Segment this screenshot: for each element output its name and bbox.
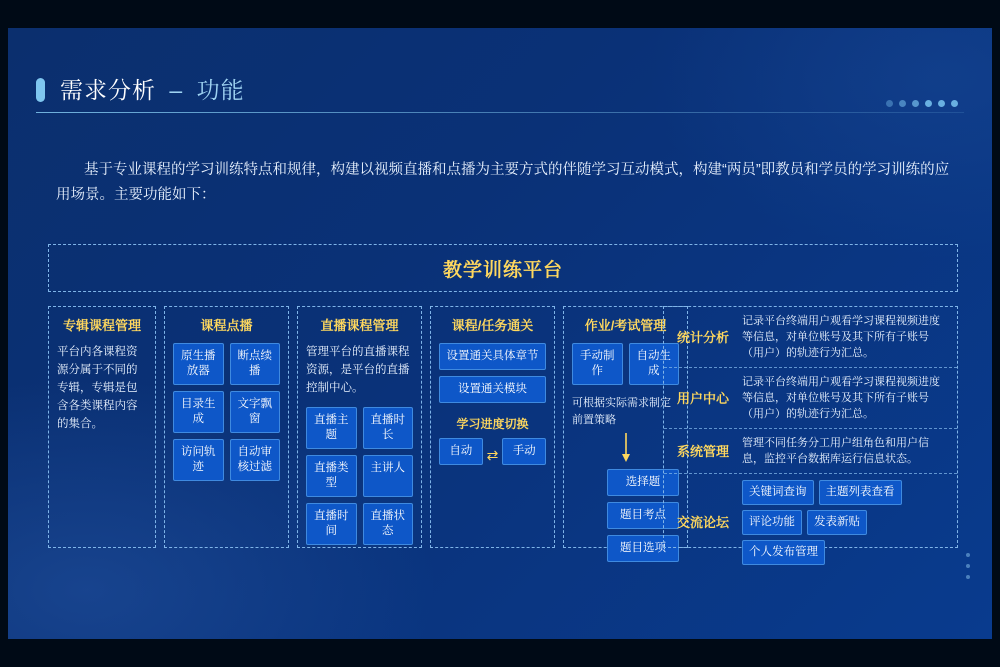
slide-header — [36, 72, 964, 110]
column-title: 作业/考试管理 — [584, 318, 667, 333]
header-accent-bar — [36, 78, 45, 102]
chip-item[interactable]: 主讲人 — [363, 455, 414, 497]
chip-item[interactable]: 评论功能 — [742, 510, 802, 535]
panel-row-user-center — [664, 368, 957, 429]
header-divider — [36, 112, 964, 113]
panel-row-forum — [664, 474, 957, 571]
platform-banner-title: 教学训练平台 — [442, 259, 563, 281]
chip-item[interactable]: 关键词查询 — [742, 480, 814, 505]
column-description: 管理平台的直播课程资源，是平台的直播控制中心。 — [306, 346, 410, 394]
panel-row-statistics — [664, 307, 957, 368]
chip-item[interactable]: 原生播放器 — [173, 343, 224, 385]
chip-item[interactable]: 个人发布管理 — [742, 540, 825, 565]
module-columns — [48, 306, 688, 554]
chip-item[interactable]: 直播状态 — [363, 503, 414, 545]
forum-chip-group — [742, 480, 949, 565]
switch-option-manual[interactable]: 手动 — [502, 438, 546, 465]
page-title — [60, 72, 245, 105]
corner-dots-decoration — [966, 553, 970, 579]
page-title-separator: – — [169, 77, 184, 103]
chip-item[interactable]: 设置通关模块 — [439, 376, 546, 403]
page-title-sub: 功能 — [196, 77, 245, 103]
panel-row-label: 交流论坛 — [676, 515, 729, 530]
chip-item[interactable]: 访问轨迹 — [173, 439, 224, 481]
chip-item[interactable]: 直播时长 — [363, 407, 414, 449]
page-title-main: 需求分析 — [60, 77, 156, 103]
panel-row-label: 统计分析 — [676, 329, 729, 345]
chip-item[interactable]: 文字飘窗 — [230, 391, 281, 433]
panel-row-label: 用户中心 — [676, 390, 729, 406]
panel-row-system-management — [664, 429, 957, 474]
column-title: 专辑课程管理 — [62, 318, 141, 333]
module-column-album-course — [48, 306, 156, 548]
chip-item[interactable]: 发表新贴 — [807, 510, 867, 535]
panel-row-label: 系统管理 — [676, 443, 729, 459]
chip-item[interactable]: 题目考点 — [607, 502, 679, 529]
chip-item[interactable]: 自动审核过滤 — [230, 439, 281, 481]
switch-option-auto[interactable]: 自动 — [439, 438, 483, 465]
column-description: 平台内各课程资源分属于不同的专辑，专辑是包含各类课程内容的集合。 — [57, 346, 138, 430]
panel-row-text: 管理不同任务分工用户组角色和用户信息，监控平台数据库运行信息状态。 — [742, 437, 929, 465]
strategy-note: 可根据实际需求制定前置策略 — [572, 397, 671, 426]
chip-item[interactable]: 直播类型 — [306, 455, 357, 497]
chip-item[interactable]: 直播主题 — [306, 407, 357, 449]
module-column-course-vod — [164, 306, 289, 548]
chip-item[interactable]: 目录生成 — [173, 391, 224, 433]
column-title: 课程/任务通关 — [451, 318, 534, 333]
chip-item[interactable]: 断点续播 — [230, 343, 281, 385]
chip-item[interactable]: 设置通关具体章节 — [439, 343, 546, 370]
panel-row-text: 记录平台终端用户观看学习课程视频进度等信息，对单位账号及其下所有子账号（用户）的轨迹行为汇总。 — [742, 376, 940, 420]
column-title: 课程点播 — [200, 318, 253, 333]
chip-grid — [306, 407, 413, 545]
chip-item[interactable]: 选择题 — [607, 469, 679, 496]
slide-canvas — [8, 28, 992, 639]
right-panel — [663, 306, 958, 558]
chip-item[interactable]: 直播时间 — [306, 503, 357, 545]
column-title: 直播课程管理 — [320, 318, 399, 333]
progress-switch[interactable] — [439, 438, 546, 465]
module-column-course-task-pass — [430, 306, 555, 548]
intro-paragraph: 基于专业课程的学习训练特点和规律，构建以视频直播和点播为主要方式的伴随学习互动模式，构建“两员”即教员和学员的学习训练的应用场景。主要功能如下： — [56, 162, 950, 203]
chip-item[interactable]: 主题列表查看 — [819, 480, 902, 505]
chip-stack — [439, 343, 546, 403]
chip-grid — [173, 343, 280, 481]
module-column-live-course — [297, 306, 422, 548]
chip-item[interactable]: 手动制作 — [572, 343, 623, 385]
progress-switch-label: 学习进度切换 — [456, 417, 529, 431]
chip-item[interactable]: 题目选项 — [607, 535, 679, 562]
header-dots-decoration — [886, 100, 958, 107]
swap-arrows-icon: ⇄ — [486, 446, 499, 463]
platform-banner — [48, 244, 958, 292]
chip-item[interactable]: 自动生成 — [629, 343, 680, 385]
panel-row-text: 记录平台终端用户观看学习课程视频进度等信息，对单位账号及其下所有子账号（用户）的轨迹行为汇总。 — [742, 315, 940, 359]
